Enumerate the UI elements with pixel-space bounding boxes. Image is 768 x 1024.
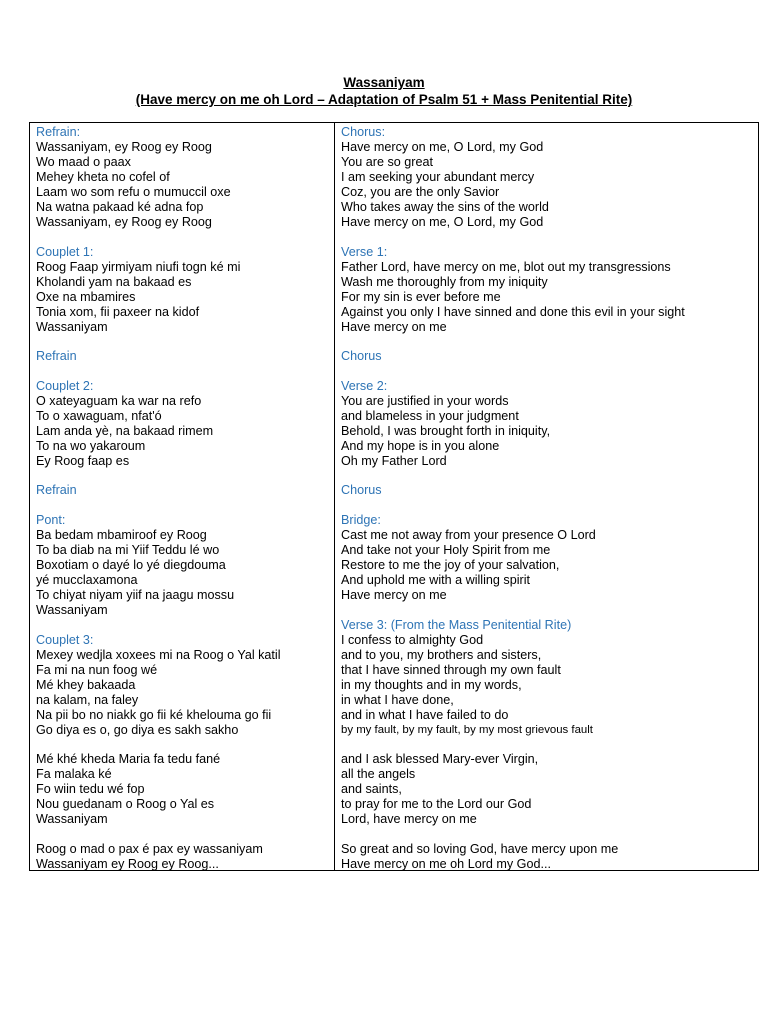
lyric-section: [341, 483, 758, 498]
section-heading: Couplet 1:: [36, 244, 94, 259]
lyric-line: To o xawaguam, nfat'ó: [36, 408, 162, 423]
lyric-section: [341, 618, 758, 738]
lyric-line: Fa mi na nun foog wé: [36, 662, 158, 677]
lyric-section: [36, 125, 334, 230]
lyric-section: [36, 379, 334, 469]
lyric-line: Wo maad o paax: [36, 155, 131, 169]
lyric-line: Mé khé kheda Maria fa tedu fané: [36, 752, 221, 767]
lyric-line: Wassaniyam: [36, 319, 108, 334]
lyric-line: and I ask blessed Mary-ever Virgin,: [341, 752, 539, 767]
lyric-line: Have mercy on me, O Lord, my God: [341, 140, 544, 154]
lyric-line: in what I have done,: [341, 692, 454, 707]
lyric-line: Laam wo som refu o mumuccil oxe: [36, 185, 231, 199]
lyric-line: na kalam, na faley: [36, 692, 139, 707]
lyric-section: [341, 752, 758, 827]
lyric-line: Boxotiam o dayé lo yé diegdouma: [36, 557, 226, 572]
lyric-line: Roog o mad o pax é pax ey wassaniyam: [36, 841, 263, 856]
lyric-line: Against you only I have sinned and done this evil in your sight: [341, 304, 685, 319]
lyric-line: Wash me thoroughly from my iniquity: [341, 274, 548, 289]
lyric-line: Cast me not away from your presence O Lord: [341, 527, 596, 542]
lyric-line: Wassaniyam ey Roog ey Roog...: [36, 856, 219, 871]
lyric-line: Na watna pakaad ké adna fop: [36, 200, 204, 214]
lyric-section: [36, 842, 334, 872]
lyric-line: Nou guedanam o Roog o Yal es: [36, 797, 215, 812]
lyric-line: and saints,: [341, 782, 402, 797]
lyric-line: And take not your Holy Spirit from me: [341, 542, 551, 557]
lyric-section: [36, 513, 334, 618]
section-heading: Chorus: [341, 349, 382, 364]
lyric-line: in my thoughts and in my words,: [341, 677, 522, 692]
lyric-section: [341, 842, 758, 872]
section-heading: Verse 2:: [341, 378, 388, 393]
lyric-line: Wassaniyam: [36, 812, 108, 827]
lyric-line: To na wo yakaroum: [36, 438, 146, 453]
section-heading: Chorus:: [341, 125, 386, 139]
lyric-line: yé mucclaxamona: [36, 572, 138, 587]
lyric-line: Lam anda yè, na bakaad rimem: [36, 423, 214, 438]
lyric-section: [36, 483, 334, 498]
section-heading: Verse 3: (From the Mass Penitential Rite): [341, 617, 572, 632]
lyric-line: You are justified in your words: [341, 393, 509, 408]
lyric-line: Mexey wedjla xoxees mi na Roog o Yal katil: [36, 647, 281, 662]
section-heading: Bridge:: [341, 512, 381, 527]
lyric-line: Oh my Father Lord: [341, 453, 447, 468]
lyric-line: Lord, have mercy on me: [341, 812, 477, 827]
document-subtitle: (Have mercy on me oh Lord – Adaptation of Psalm 51 + Mass Penitential Rite): [135, 92, 633, 107]
lyric-line: Go diya es o, go diya es sakh sakho: [36, 722, 239, 737]
lyric-line: Have mercy on me: [341, 587, 447, 602]
section-heading: Pont:: [36, 512, 66, 527]
lyric-section: [341, 513, 758, 603]
section-heading: Chorus: [341, 483, 382, 498]
lyric-line: Have mercy on me: [341, 319, 447, 334]
lyric-line: Who takes away the sins of the world: [341, 200, 549, 214]
lyric-line: Mé khey bakaada: [36, 677, 136, 692]
right-column-english: [335, 123, 758, 870]
section-heading: Verse 1:: [341, 244, 388, 259]
lyric-section: [36, 349, 334, 364]
lyric-line: and to you, my brothers and sisters,: [341, 647, 542, 662]
lyric-section: [36, 633, 334, 738]
lyric-line: to pray for me to the Lord our God: [341, 797, 532, 812]
section-heading: Refrain: [36, 349, 77, 364]
lyric-line: Have mercy on me, O Lord, my God: [341, 215, 544, 229]
lyric-line: Behold, I was brought forth in iniquity,: [341, 423, 551, 438]
document-title: Wassaniyam: [343, 75, 425, 90]
lyric-line: Restore to me the joy of your salvation,: [341, 557, 560, 572]
lyric-line: So great and so loving God, have mercy upon me: [341, 841, 619, 856]
lyric-line: Na pii bo no niakk go fii ké khelouma go fii: [36, 707, 272, 722]
lyric-section: [341, 379, 758, 469]
lyric-section: [36, 245, 334, 335]
lyric-line: that I have sinned through my own fault: [341, 662, 561, 677]
lyric-section: [341, 125, 758, 230]
lyric-line: O xateyaguam ka war na refo: [36, 393, 202, 408]
lyric-section: [36, 752, 334, 827]
lyric-line: You are so great: [341, 155, 433, 169]
lyric-line: Oxe na mbamires: [36, 289, 136, 304]
lyric-line: and blameless in your judgment: [341, 408, 519, 423]
lyric-line: Kholandi yam na bakaad es: [36, 274, 192, 289]
lyric-line: For my sin is ever before me: [341, 289, 501, 304]
lyric-line: Fo wiin tedu wé fop: [36, 782, 145, 797]
lyric-line: Ey Roog faap es: [36, 453, 130, 468]
lyric-section: [341, 349, 758, 364]
lyric-line: Have mercy on me oh Lord my God...: [341, 856, 551, 871]
lyric-line: Fa malaka ké: [36, 767, 112, 782]
lyric-line: and in what I have failed to do: [341, 707, 509, 722]
lyric-line: Ba bedam mbamiroof ey Roog: [36, 527, 207, 542]
lyric-line: And uphold me with a willing spirit: [341, 572, 530, 587]
lyric-line: by my fault, by my fault, by my most grievous fault: [341, 723, 593, 736]
lyric-line: Tonia xom, fii paxeer na kidof: [36, 304, 200, 319]
lyric-line: To ba diab na mi Yiif Teddu lé wo: [36, 542, 220, 557]
lyric-line: all the angels: [341, 767, 416, 782]
section-heading: Refrain:: [36, 125, 81, 139]
lyric-line: Wassaniyam, ey Roog ey Roog: [36, 215, 212, 229]
lyric-line: Wassaniyam, ey Roog ey Roog: [36, 140, 212, 154]
lyric-line: Wassaniyam: [36, 602, 108, 617]
lyric-line: Roog Faap yirmiyam niufi togn ké mi: [36, 259, 241, 274]
left-column-wolof: [30, 123, 335, 870]
section-heading: Refrain: [36, 483, 77, 498]
lyric-section: [341, 245, 758, 335]
lyric-line: To chiyat niyam yiif na jaagu mossu: [36, 587, 235, 602]
lyric-line: Father Lord, have mercy on me, blot out my transgressions: [341, 259, 671, 274]
lyric-line: I am seeking your abundant mercy: [341, 170, 535, 184]
lyric-line: Mehey kheta no cofel of: [36, 170, 170, 184]
lyric-line: And my hope is in you alone: [341, 438, 500, 453]
lyric-line: Coz, you are the only Savior: [341, 185, 500, 199]
lyrics-table: [29, 122, 759, 871]
lyric-line: I confess to almighty God: [341, 632, 484, 647]
section-heading: Couplet 3:: [36, 632, 94, 647]
section-heading: Couplet 2:: [36, 378, 94, 393]
